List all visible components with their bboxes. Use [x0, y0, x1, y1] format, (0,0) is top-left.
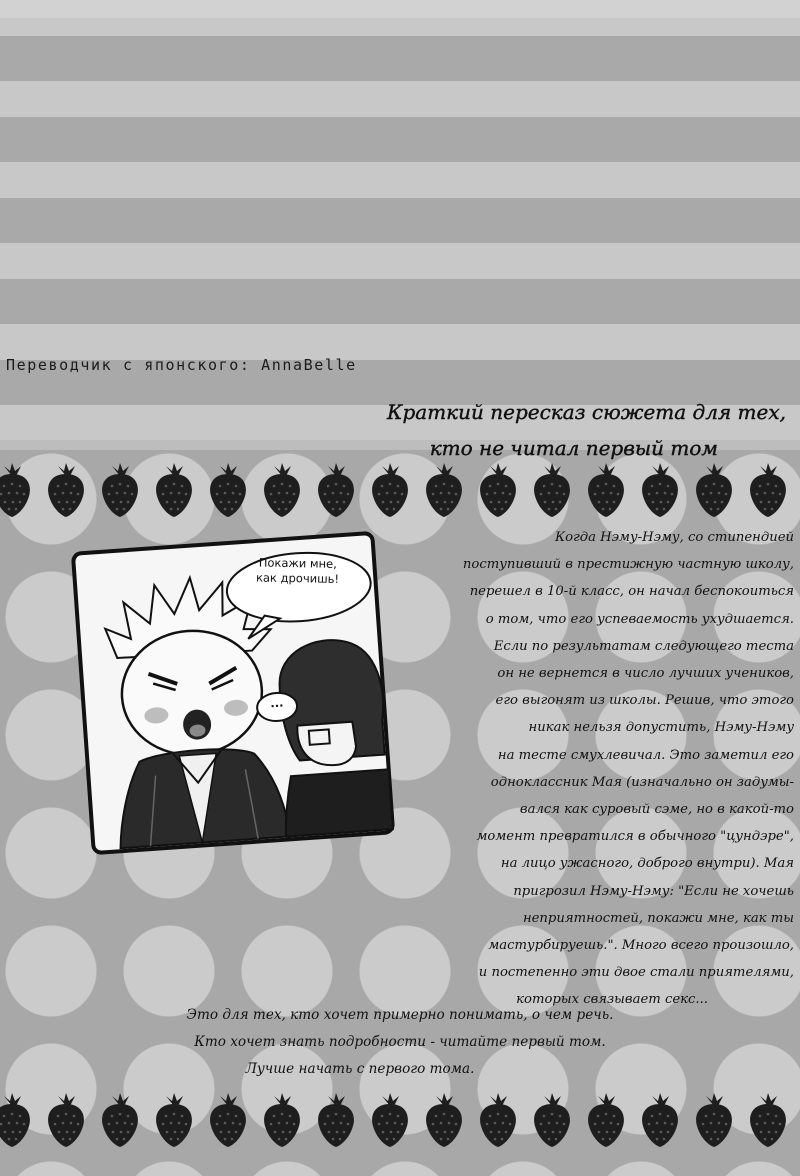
- summary-heading: [387, 394, 786, 466]
- summary-line: Когда Нэму-Нэму, со стипендией: [554, 530, 794, 545]
- summary-line: он не вернется в число лучших учеников,: [497, 666, 794, 682]
- summary-line: никак нельзя допустить, Нэму-Нэму: [528, 720, 794, 736]
- translator-credit: Переводчик с японского: AnnaBelle: [6, 356, 357, 374]
- strawberry-icon: [368, 462, 412, 518]
- strawberry-icon: [98, 462, 142, 518]
- strawberry-icon: [584, 1092, 628, 1148]
- strawberry-icon: [746, 462, 790, 518]
- strawberry-border-top: [0, 462, 800, 522]
- heading-line-2: кто не читал первый том: [429, 436, 718, 460]
- footer-line: Лучше начать с первого тома.: [245, 1061, 475, 1077]
- striped-background: [0, 0, 800, 440]
- summary-line: Если по результатам следующего теста: [493, 638, 794, 654]
- strawberry-icon: [422, 1092, 466, 1148]
- reply-bubble: ...: [269, 695, 284, 711]
- strawberry-icon: [584, 462, 628, 518]
- comic-panel: [70, 530, 397, 857]
- strawberry-icon: [0, 462, 34, 518]
- summary-line: которых связывает секс...: [516, 992, 708, 1008]
- strawberry-icon: [44, 1092, 88, 1148]
- footer-note: [140, 1002, 660, 1083]
- summary-line: момент превратился в обычного "цундэре",: [476, 829, 794, 845]
- speech-line-1: Покажи мне,: [258, 555, 337, 571]
- strawberry-icon: [746, 1092, 790, 1148]
- strawberry-icon: [152, 462, 196, 518]
- summary-line: мастурбируешь.". Много всего произошло,: [488, 938, 794, 954]
- strawberry-icon: [476, 462, 520, 518]
- strawberry-icon: [260, 1092, 304, 1148]
- summary-line: поступивший в престижную частную школу,: [462, 557, 794, 573]
- summary-line: и постепенно эти двое стали приятелями,: [478, 965, 794, 981]
- strawberry-icon: [314, 1092, 358, 1148]
- footer-line: Кто хочет знать подробности - читайте первый том.: [194, 1034, 606, 1050]
- strawberry-icon: [422, 462, 466, 518]
- strawberry-icon: [98, 1092, 142, 1148]
- strawberry-icon: [44, 462, 88, 518]
- summary-line: одноклассник Мая (изначально он задумы-: [490, 774, 794, 790]
- strawberry-icon: [206, 462, 250, 518]
- strawberry-icon: [0, 1092, 34, 1148]
- strawberry-border-bottom: [0, 1092, 800, 1152]
- strawberry-icon: [206, 1092, 250, 1148]
- strawberry-icon: [368, 1092, 412, 1148]
- strawberry-icon: [476, 1092, 520, 1148]
- strawberry-icon: [692, 1092, 736, 1148]
- summary-line: перешел в 10-й класс, он начал беспокоиться: [469, 584, 794, 600]
- plot-summary: [374, 524, 794, 1014]
- strawberry-icon: [530, 1092, 574, 1148]
- summary-line: неприятностей, покажи мне, как ты: [522, 910, 794, 926]
- strawberry-icon: [152, 1092, 196, 1148]
- heading-line-1: Краткий пересказ сюжета для тех,: [387, 400, 786, 424]
- summary-line: пригрозил Нэму-Нэму: "Если не хочешь: [513, 883, 794, 899]
- strawberry-icon: [692, 462, 736, 518]
- strawberry-icon: [314, 462, 358, 518]
- strawberry-icon: [638, 462, 682, 518]
- footer-line: Это для тех, кто хочет примерно понимать, о чем речь.: [186, 1007, 614, 1023]
- summary-line: вался как суровый сэме, но в какой-то: [519, 802, 794, 818]
- speech-bubble: [235, 555, 360, 587]
- strawberry-icon: [638, 1092, 682, 1148]
- summary-line: о том, что его успеваемость ухудшается.: [485, 611, 794, 627]
- speech-line-2: как дрочишь!: [255, 570, 340, 586]
- strawberry-icon: [530, 462, 574, 518]
- strawberry-icon: [260, 462, 304, 518]
- summary-line: его выгонят из школы. Решив, что этого: [495, 693, 794, 709]
- summary-line: на лицо ужасного, доброго внутри). Мая: [500, 856, 794, 872]
- summary-line: на тесте смухлевичал. Это заметил его: [497, 747, 794, 763]
